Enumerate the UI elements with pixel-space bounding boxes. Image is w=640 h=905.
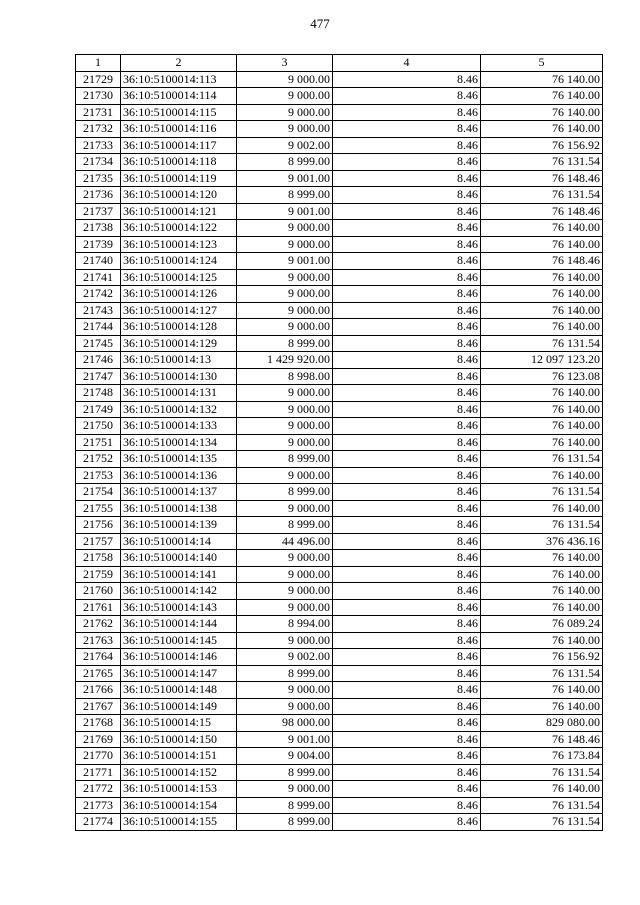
table-row [76,616,603,633]
rate-cell: 8.46 [333,368,481,385]
rate-cell: 8.46 [333,352,481,369]
row-number-cell: 21752 [76,451,121,468]
cadastral-number-cell: 36:10:5100014:131 [121,385,237,402]
area-cell: 44 496.00 [237,533,333,550]
area-cell: 9 000.00 [237,500,333,517]
row-number-cell: 21741 [76,269,121,286]
row-number-cell: 21770 [76,748,121,765]
cadastral-number-cell: 36:10:5100014:13 [121,352,237,369]
rate-cell: 8.46 [333,484,481,501]
row-number-cell: 21744 [76,319,121,336]
cadastral-number-cell: 36:10:5100014:155 [121,814,237,831]
table-row [76,599,603,616]
row-number-cell: 21761 [76,599,121,616]
table-row [76,236,603,253]
row-number-cell: 21762 [76,616,121,633]
row-number-cell: 21763 [76,632,121,649]
column-header: 2 [121,55,237,72]
rate-cell: 8.46 [333,616,481,633]
table-row [76,418,603,435]
rate-cell: 8.46 [333,715,481,732]
value-cell: 76 148.46 [481,203,603,220]
page-number: 477 [310,16,330,31]
row-number-cell: 21733 [76,137,121,154]
row-number-cell: 21767 [76,698,121,715]
cadastral-number-cell: 36:10:5100014:134 [121,434,237,451]
value-cell: 76 131.54 [481,187,603,204]
rate-cell: 8.46 [333,71,481,88]
column-header: 4 [333,55,481,72]
cadastral-number-cell: 36:10:5100014:142 [121,583,237,600]
value-cell: 76 148.46 [481,253,603,270]
table-row [76,484,603,501]
table-body [76,71,603,830]
value-cell: 76 173.84 [481,748,603,765]
rate-cell: 8.46 [333,137,481,154]
row-number-cell: 21751 [76,434,121,451]
cadastral-number-cell: 36:10:5100014:141 [121,566,237,583]
table-row [76,764,603,781]
row-number-cell: 21737 [76,203,121,220]
area-cell: 9 000.00 [237,632,333,649]
cadastral-number-cell: 36:10:5100014:124 [121,253,237,270]
rate-cell: 8.46 [333,418,481,435]
area-cell: 9 000.00 [237,418,333,435]
cadastral-number-cell: 36:10:5100014:151 [121,748,237,765]
area-cell: 8 999.00 [237,154,333,171]
table-row [76,451,603,468]
area-cell: 9 000.00 [237,781,333,798]
rate-cell: 8.46 [333,748,481,765]
cadastral-number-cell: 36:10:5100014:114 [121,88,237,105]
cadastral-number-cell: 36:10:5100014:15 [121,715,237,732]
table-row [76,698,603,715]
rate-cell: 8.46 [333,187,481,204]
value-cell: 76 140.00 [481,385,603,402]
cadastral-number-cell: 36:10:5100014:115 [121,104,237,121]
cadastral-number-cell: 36:10:5100014:144 [121,616,237,633]
value-cell: 76 148.46 [481,170,603,187]
rate-cell: 8.46 [333,649,481,666]
table-row [76,731,603,748]
value-cell: 76 089.24 [481,616,603,633]
cadastral-number-cell: 36:10:5100014:118 [121,154,237,171]
area-cell: 8 994.00 [237,616,333,633]
value-cell: 76 131.54 [481,335,603,352]
row-number-cell: 21756 [76,517,121,534]
value-cell: 76 140.00 [481,550,603,567]
table-row [76,649,603,666]
row-number-cell: 21730 [76,88,121,105]
table-row [76,814,603,831]
value-cell: 76 140.00 [481,319,603,336]
cadastral-number-cell: 36:10:5100014:137 [121,484,237,501]
cadastral-number-cell: 36:10:5100014:121 [121,203,237,220]
area-cell: 9 000.00 [237,682,333,699]
cadastral-number-cell: 36:10:5100014:123 [121,236,237,253]
area-cell: 8 999.00 [237,484,333,501]
rate-cell: 8.46 [333,170,481,187]
row-number-cell: 21731 [76,104,121,121]
rate-cell: 8.46 [333,533,481,550]
area-cell: 9 000.00 [237,566,333,583]
cadastral-number-cell: 36:10:5100014:120 [121,187,237,204]
area-cell: 9 000.00 [237,385,333,402]
rate-cell: 8.46 [333,269,481,286]
table-row [76,319,603,336]
rate-cell: 8.46 [333,797,481,814]
area-cell: 8 999.00 [237,451,333,468]
row-number-cell: 21772 [76,781,121,798]
rate-cell: 8.46 [333,467,481,484]
value-cell: 76 140.00 [481,434,603,451]
cadastral-number-cell: 36:10:5100014:152 [121,764,237,781]
cadastral-number-cell: 36:10:5100014:129 [121,335,237,352]
row-number-cell: 21771 [76,764,121,781]
area-cell: 9 000.00 [237,550,333,567]
cadastral-number-cell: 36:10:5100014:125 [121,269,237,286]
cadastral-number-cell: 36:10:5100014:148 [121,682,237,699]
area-cell: 8 999.00 [237,335,333,352]
table-row [76,220,603,237]
table-row [76,500,603,517]
value-cell: 76 140.00 [481,698,603,715]
row-number-cell: 21738 [76,220,121,237]
rate-cell: 8.46 [333,599,481,616]
value-cell: 76 131.54 [481,797,603,814]
value-cell: 76 148.46 [481,731,603,748]
rate-cell: 8.46 [333,764,481,781]
row-number-cell: 21759 [76,566,121,583]
rate-cell: 8.46 [333,814,481,831]
rate-cell: 8.46 [333,88,481,105]
area-cell: 8 998.00 [237,368,333,385]
value-cell: 76 140.00 [481,418,603,435]
table-row [76,154,603,171]
cadastral-number-cell: 36:10:5100014:140 [121,550,237,567]
rate-cell: 8.46 [333,583,481,600]
value-cell: 76 140.00 [481,467,603,484]
area-cell: 9 000.00 [237,220,333,237]
value-cell: 76 140.00 [481,286,603,303]
area-cell: 9 000.00 [237,401,333,418]
table-row [76,533,603,550]
table-row [76,170,603,187]
row-number-cell: 21765 [76,665,121,682]
table-row [76,550,603,567]
row-number-cell: 21750 [76,418,121,435]
table-row [76,88,603,105]
area-cell: 8 999.00 [237,764,333,781]
table-row [76,385,603,402]
rate-cell: 8.46 [333,517,481,534]
value-cell: 76 140.00 [481,121,603,138]
area-cell: 9 000.00 [237,599,333,616]
value-cell: 12 097 123.20 [481,352,603,369]
cadastral-number-cell: 36:10:5100014:147 [121,665,237,682]
value-cell: 76 140.00 [481,401,603,418]
value-cell: 76 140.00 [481,632,603,649]
row-number-cell: 21747 [76,368,121,385]
table-row [76,253,603,270]
table-row [76,517,603,534]
rate-cell: 8.46 [333,302,481,319]
table-row [76,302,603,319]
table-row [76,187,603,204]
area-cell: 9 001.00 [237,203,333,220]
table-row [76,286,603,303]
area-cell: 9 000.00 [237,88,333,105]
rate-cell: 8.46 [333,682,481,699]
table-row [76,368,603,385]
table-row [76,632,603,649]
table-row [76,715,603,732]
cadastral-number-cell: 36:10:5100014:119 [121,170,237,187]
column-header: 1 [76,55,121,72]
cadastral-number-cell: 36:10:5100014:149 [121,698,237,715]
rate-cell: 8.46 [333,500,481,517]
value-cell: 76 140.00 [481,71,603,88]
area-cell: 9 000.00 [237,71,333,88]
cadastral-number-cell: 36:10:5100014:136 [121,467,237,484]
column-header: 3 [237,55,333,72]
rate-cell: 8.46 [333,731,481,748]
table-row [76,797,603,814]
rate-cell: 8.46 [333,220,481,237]
cadastral-number-cell: 36:10:5100014:153 [121,781,237,798]
rate-cell: 8.46 [333,698,481,715]
area-cell: 9 004.00 [237,748,333,765]
row-number-cell: 21732 [76,121,121,138]
row-number-cell: 21753 [76,467,121,484]
value-cell: 76 140.00 [481,682,603,699]
table-row [76,71,603,88]
row-number-cell: 21757 [76,533,121,550]
value-cell: 829 080.00 [481,715,603,732]
area-cell: 9 002.00 [237,137,333,154]
table-row [76,682,603,699]
area-cell: 9 000.00 [237,434,333,451]
row-number-cell: 21745 [76,335,121,352]
table-row [76,566,603,583]
cadastral-number-cell: 36:10:5100014:145 [121,632,237,649]
row-number-cell: 21740 [76,253,121,270]
area-cell: 9 000.00 [237,319,333,336]
rate-cell: 8.46 [333,385,481,402]
value-cell: 76 140.00 [481,88,603,105]
value-cell: 76 131.54 [481,517,603,534]
area-cell: 9 000.00 [237,302,333,319]
value-cell: 76 131.54 [481,814,603,831]
area-cell: 9 000.00 [237,467,333,484]
value-cell: 76 156.92 [481,649,603,666]
row-number-cell: 21773 [76,797,121,814]
rate-cell: 8.46 [333,319,481,336]
cadastral-number-cell: 36:10:5100014:14 [121,533,237,550]
rate-cell: 8.46 [333,566,481,583]
area-cell: 8 999.00 [237,187,333,204]
area-cell: 1 429 920.00 [237,352,333,369]
rate-cell: 8.46 [333,154,481,171]
row-number-cell: 21734 [76,154,121,171]
row-number-cell: 21769 [76,731,121,748]
row-number-cell: 21758 [76,550,121,567]
cadastral-number-cell: 36:10:5100014:130 [121,368,237,385]
cadastral-number-cell: 36:10:5100014:154 [121,797,237,814]
cadastral-number-cell: 36:10:5100014:132 [121,401,237,418]
cadastral-number-cell: 36:10:5100014:128 [121,319,237,336]
row-number-cell: 21736 [76,187,121,204]
value-cell: 76 140.00 [481,269,603,286]
table-row [76,203,603,220]
table-row [76,748,603,765]
area-cell: 9 000.00 [237,121,333,138]
row-number-cell: 21729 [76,71,121,88]
rate-cell: 8.46 [333,203,481,220]
value-cell: 76 140.00 [481,236,603,253]
row-number-cell: 21749 [76,401,121,418]
row-number-cell: 21735 [76,170,121,187]
cadastral-number-cell: 36:10:5100014:126 [121,286,237,303]
table-row [76,583,603,600]
row-number-cell: 21766 [76,682,121,699]
value-cell: 76 156.92 [481,137,603,154]
row-number-cell: 21754 [76,484,121,501]
value-cell: 76 131.54 [481,764,603,781]
value-cell: 76 131.54 [481,484,603,501]
value-cell: 76 140.00 [481,781,603,798]
table-row [76,121,603,138]
rate-cell: 8.46 [333,121,481,138]
rate-cell: 8.46 [333,104,481,121]
cadastral-number-cell: 36:10:5100014:127 [121,302,237,319]
area-cell: 8 999.00 [237,517,333,534]
rate-cell: 8.46 [333,434,481,451]
cadastral-number-cell: 36:10:5100014:113 [121,71,237,88]
row-number-cell: 21764 [76,649,121,666]
value-cell: 76 140.00 [481,599,603,616]
area-cell: 9 000.00 [237,698,333,715]
value-cell: 76 131.54 [481,154,603,171]
rate-cell: 8.46 [333,550,481,567]
rate-cell: 8.46 [333,451,481,468]
row-number-cell: 21742 [76,286,121,303]
rate-cell: 8.46 [333,781,481,798]
area-cell: 8 999.00 [237,814,333,831]
table-header-row [76,55,603,72]
row-number-cell: 21760 [76,583,121,600]
area-cell: 9 001.00 [237,731,333,748]
area-cell: 8 999.00 [237,797,333,814]
area-cell: 9 000.00 [237,104,333,121]
value-cell: 76 131.54 [481,665,603,682]
row-number-cell: 21746 [76,352,121,369]
rate-cell: 8.46 [333,286,481,303]
table-row [76,781,603,798]
column-header: 5 [481,55,603,72]
table-row [76,269,603,286]
cadastral-number-cell: 36:10:5100014:116 [121,121,237,138]
rate-cell: 8.46 [333,236,481,253]
row-number-cell: 21748 [76,385,121,402]
rate-cell: 8.46 [333,253,481,270]
table-row [76,401,603,418]
area-cell: 98 000.00 [237,715,333,732]
area-cell: 9 000.00 [237,583,333,600]
value-cell: 76 140.00 [481,500,603,517]
value-cell: 376 436.16 [481,533,603,550]
cadastral-number-cell: 36:10:5100014:135 [121,451,237,468]
value-cell: 76 131.54 [481,451,603,468]
value-cell: 76 140.00 [481,104,603,121]
data-table [75,54,603,831]
cadastral-number-cell: 36:10:5100014:122 [121,220,237,237]
rate-cell: 8.46 [333,335,481,352]
area-cell: 8 999.00 [237,665,333,682]
area-cell: 9 002.00 [237,649,333,666]
cadastral-number-cell: 36:10:5100014:146 [121,649,237,666]
value-cell: 76 140.00 [481,566,603,583]
row-number-cell: 21743 [76,302,121,319]
cadastral-number-cell: 36:10:5100014:139 [121,517,237,534]
table-row [76,137,603,154]
table-row [76,352,603,369]
cadastral-number-cell: 36:10:5100014:138 [121,500,237,517]
cadastral-number-cell: 36:10:5100014:133 [121,418,237,435]
value-cell: 76 123.08 [481,368,603,385]
table-row [76,434,603,451]
cadastral-number-cell: 36:10:5100014:150 [121,731,237,748]
table-row [76,665,603,682]
row-number-cell: 21739 [76,236,121,253]
area-cell: 9 001.00 [237,253,333,270]
area-cell: 9 000.00 [237,286,333,303]
table-row [76,335,603,352]
row-number-cell: 21774 [76,814,121,831]
table-row [76,467,603,484]
row-number-cell: 21755 [76,500,121,517]
area-cell: 9 001.00 [237,170,333,187]
rate-cell: 8.46 [333,632,481,649]
cadastral-number-cell: 36:10:5100014:117 [121,137,237,154]
row-number-cell: 21768 [76,715,121,732]
value-cell: 76 140.00 [481,302,603,319]
area-cell: 9 000.00 [237,269,333,286]
area-cell: 9 000.00 [237,236,333,253]
table-row [76,104,603,121]
rate-cell: 8.46 [333,665,481,682]
value-cell: 76 140.00 [481,583,603,600]
cadastral-number-cell: 36:10:5100014:143 [121,599,237,616]
value-cell: 76 140.00 [481,220,603,237]
rate-cell: 8.46 [333,401,481,418]
